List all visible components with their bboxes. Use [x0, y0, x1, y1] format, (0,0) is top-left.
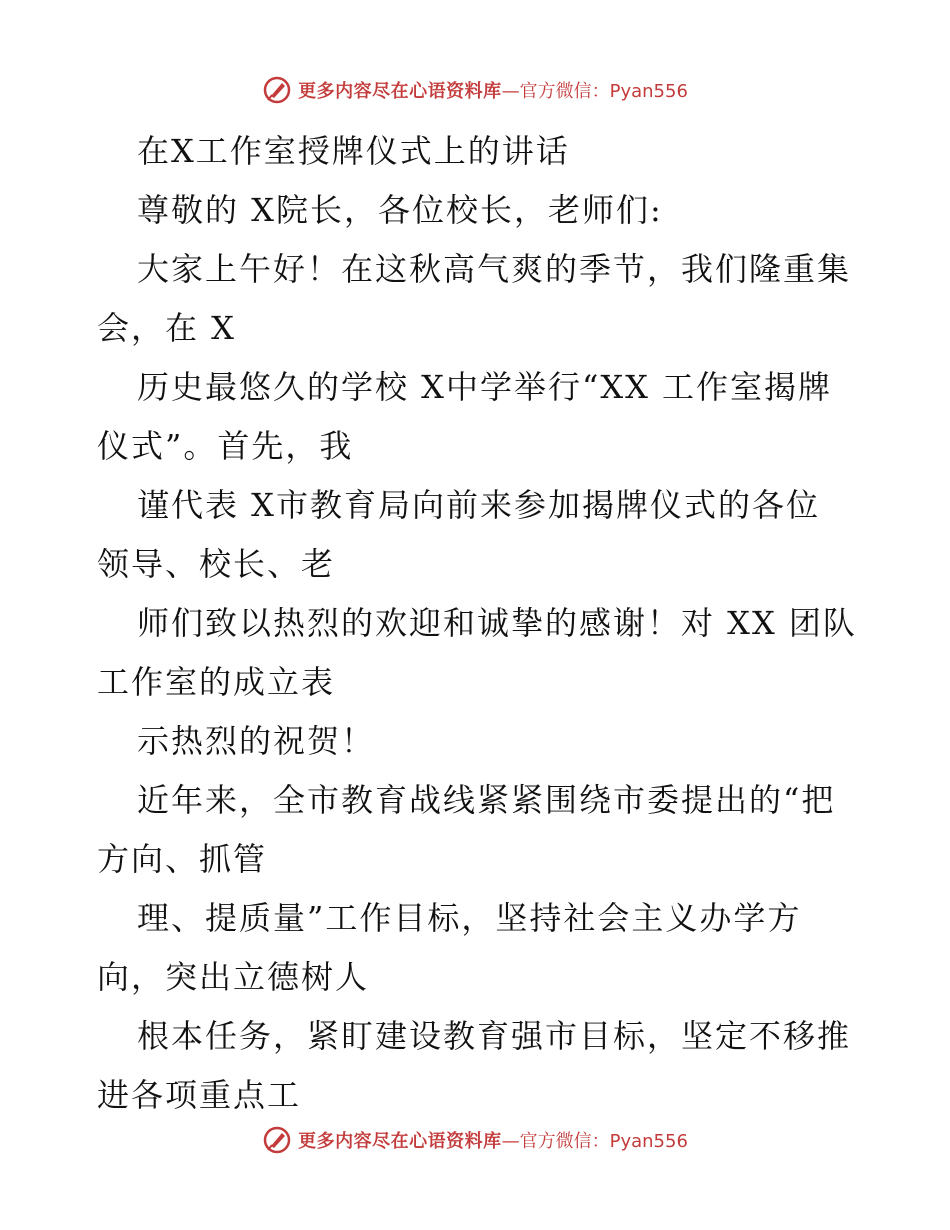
document-line: 向，突出立德树人 — [97, 958, 370, 996]
document-line: 会，在 X — [97, 309, 236, 347]
document-line: 历史最悠久的学校 X中学举行“XX 工作室揭牌 — [137, 368, 833, 406]
header-banner — [0, 70, 950, 110]
footer-banner — [0, 1120, 950, 1160]
document-body — [97, 122, 857, 1125]
document-line: 大家上午好！在这秋高气爽的季节，我们隆重集 — [137, 250, 852, 288]
document-line: 近年来，全市教育战线紧紧围绕市委提出的“把 — [137, 781, 836, 819]
document-line: 示热烈的祝贺！ — [137, 722, 376, 760]
footer-banner-suffix: —官方微信：Pyan556 — [501, 1131, 688, 1152]
document-line: 工作室的成立表 — [97, 663, 336, 701]
document-line: 理、提质量”工作目标，坚持社会主义办学方 — [137, 899, 802, 937]
document-line: 领导、校长、老 — [97, 545, 336, 583]
header-banner-suffix: —官方微信：Pyan556 — [501, 81, 688, 102]
document-line: 方向、抓管 — [97, 840, 268, 878]
quill-seal-icon — [262, 75, 292, 105]
document-line: 尊敬的 X院长，各位校长，老师们: — [137, 191, 663, 229]
document-line: 谨代表 X市教育局向前来参加揭牌仪式的各位 — [137, 486, 820, 524]
document-line: 在X工作室授牌仪式上的讲话 — [137, 132, 570, 170]
document-line: 进各项重点工 — [97, 1076, 302, 1114]
document-line: 师们致以热烈的欢迎和诚挚的感谢！对 XX 团队 — [137, 604, 857, 642]
quill-seal-icon — [262, 1125, 292, 1155]
document-line: 仪式”。首先，我 — [97, 427, 354, 465]
header-banner-text: 更多内容尽在心语资料库 — [298, 81, 502, 102]
document-line: 根本任务，紧盯建设教育强市目标，坚定不移推 — [137, 1017, 852, 1055]
footer-banner-text: 更多内容尽在心语资料库 — [298, 1131, 502, 1152]
